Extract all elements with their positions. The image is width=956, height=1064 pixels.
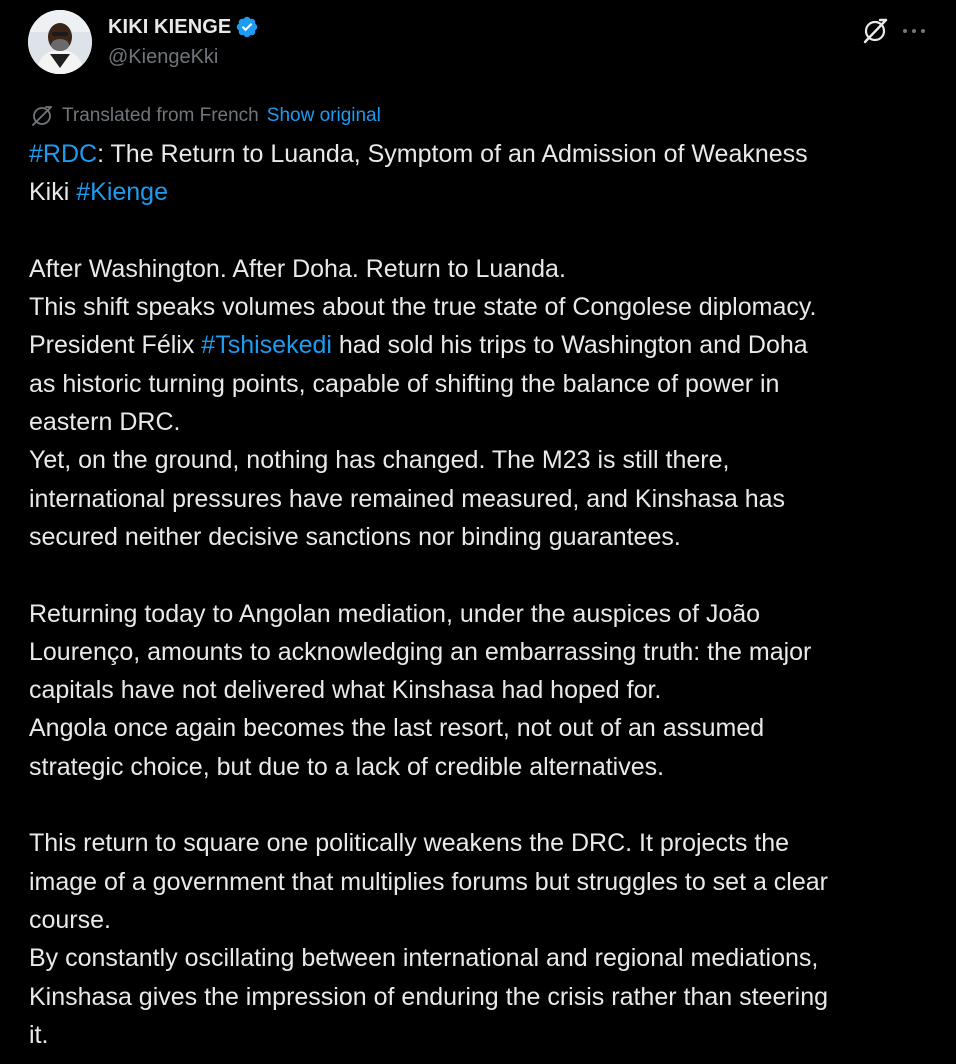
text-line: Angola once again becomes the last resort, not out of an assumed: [29, 714, 765, 743]
text-line: secured neither decisive sanctions nor binding guarantees.: [29, 522, 681, 551]
paragraph-gap: [29, 556, 939, 594]
text-line: After Washington. After Doha. Return to Luanda.: [29, 254, 566, 283]
hashtag-kienge[interactable]: #Kienge: [76, 178, 168, 207]
translated-from-label: Translated from French: [62, 105, 259, 126]
text-segment: President Félix: [29, 331, 202, 360]
text-line: capitals have not delivered what Kinshasa had hoped for.: [29, 676, 662, 705]
text-line: eastern DRC.: [29, 408, 181, 437]
tweet-text: [29, 135, 939, 1054]
handle[interactable]: @KiengeKki: [108, 46, 219, 68]
text-line: [29, 135, 939, 173]
translate-icon: [30, 104, 54, 128]
text-line: Lourenço, amounts to acknowledging an embarrassing truth: the major: [29, 637, 812, 666]
text-line: it.: [29, 1020, 49, 1049]
verified-badge-icon[interactable]: [235, 15, 259, 39]
text-line: international pressures have remained measured, and Kinshasa has: [29, 484, 786, 513]
author-names: [108, 14, 259, 69]
text-line: This shift speaks volumes about the true state of Congolese diplomacy.: [29, 293, 817, 322]
text-line: as historic turning points, capable of shifting the balance of power in: [29, 369, 780, 398]
text-line: [29, 326, 939, 364]
hashtag-rdc[interactable]: #RDC: [29, 140, 98, 168]
text-line: Yet, on the ground, nothing has changed. The M23 is still there,: [29, 446, 730, 475]
text-line: image of a government that multiplies forums but struggles to set a clear: [29, 867, 828, 896]
grok-icon[interactable]: [860, 16, 890, 46]
text-line: [29, 173, 939, 211]
tweet-header: [28, 8, 928, 76]
show-original-link[interactable]: Show original: [266, 105, 381, 126]
translation-notice: [30, 104, 381, 128]
paragraph-gap: [29, 212, 939, 250]
text-line: Returning today to Angolan mediation, under the auspices of João: [29, 599, 761, 628]
hashtag-tshisekedi[interactable]: #Tshisekedi: [201, 331, 332, 360]
text-line: This return to square one politically weakens the DRC. It projects the: [29, 829, 790, 858]
byline-text: Kiki: [29, 178, 77, 207]
text-segment: had sold his trips to Washington and Doha: [331, 331, 808, 360]
more-options-icon[interactable]: [900, 16, 928, 46]
avatar[interactable]: [28, 10, 92, 74]
display-name[interactable]: KIKI KIENGE: [108, 15, 232, 38]
text-line: Kinshasa gives the impression of enduring the crisis rather than steering: [29, 982, 829, 1011]
text-line: By constantly oscillating between international and regional mediations,: [29, 944, 819, 973]
text-line: course.: [29, 905, 111, 934]
title-text: : The Return to Luanda, Symptom of an Admission of Weakness: [97, 140, 808, 168]
display-name-row: [108, 14, 259, 40]
text-line: strategic choice, but due to a lack of credible alternatives.: [29, 752, 665, 781]
paragraph-gap: [29, 786, 939, 824]
